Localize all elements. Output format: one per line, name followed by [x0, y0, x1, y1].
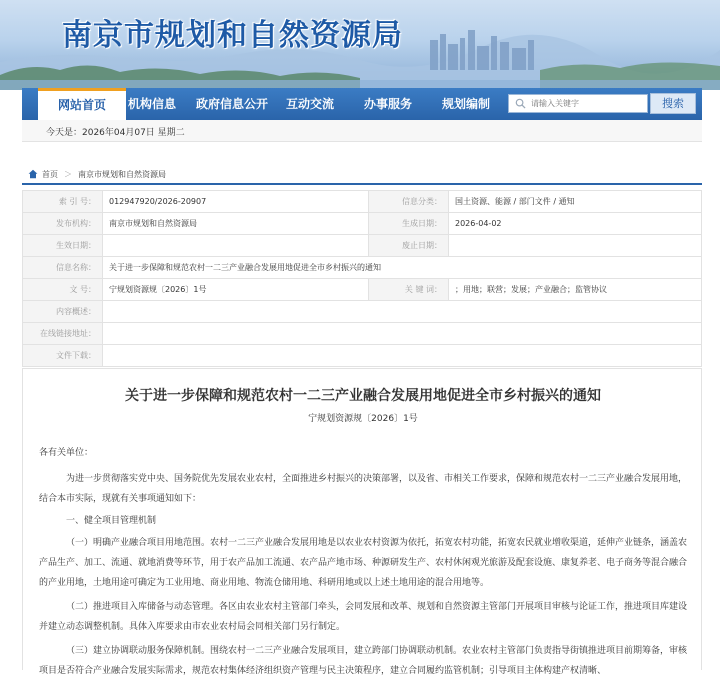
docno-label: 文 号： [23, 279, 103, 301]
keywords-label: 关 键 词： [369, 279, 449, 301]
name-label: 信息名称： [23, 257, 103, 279]
nav-item-services[interactable]: 办事服务 [364, 97, 413, 111]
nav-item-interaction[interactable]: 互动交流 [286, 97, 335, 111]
link-label: 在线链接地址： [23, 323, 103, 345]
article-body [39, 443, 691, 681]
table-row [23, 323, 702, 345]
article-paragraph: （三）建立协调联动服务保障机制。围绕农村一二三产业融合发展项目，建立跨部门协调联动机制。农业农村主管部门负责指导街镇推进项目前期筹备，审核项目是否符合产业融合发展实际需求，规范农村集体经济组织资产管理与民主决策程序，建立合同履约监管机制；引导项目主体构建产权清晰、 [39, 646, 688, 676]
article [22, 368, 702, 676]
site-title: 南京市规划和自然资源局 [62, 18, 403, 53]
summary-label: 内容概述： [23, 301, 103, 323]
table-row [23, 191, 702, 213]
expire-label: 废止日期： [369, 235, 449, 257]
created-value: 2026-04-02 [449, 213, 702, 235]
effective-value [103, 235, 369, 257]
effective-label: 生效日期： [23, 235, 103, 257]
table-row [23, 301, 702, 323]
index-value: 012947920/2026-20907 [103, 191, 369, 213]
breadcrumb-home[interactable]: 首页 [42, 170, 58, 179]
date-bar [22, 120, 702, 142]
expire-value [449, 235, 702, 257]
main-nav [22, 88, 702, 120]
search-button[interactable]: 搜索 [650, 93, 696, 114]
table-row [23, 279, 702, 301]
docno-value: 宁规划资源规〔2026〕1号 [103, 279, 369, 301]
summary-value [103, 301, 702, 323]
article-title: 关于进一步保障和规范农村一二三产业融合发展用地促进全市乡村振兴的通知 [125, 388, 601, 404]
breadcrumb [22, 165, 702, 185]
document-info-table [22, 190, 702, 367]
table-row [23, 257, 702, 279]
attach-value [103, 345, 702, 367]
article-paragraph: （一）明确产业融合项目用地范围。农村一二三产业融合发展用地是以农业农村资源为依托，拓宽农村功能，拓宽农民就业增收渠道，延伸产业链条，涵盖农产品生产、加工、流通、就地消费等环节，用于农产品加工流通、农产品产地市场、种源研发生产、农村休闲观光旅游及配套设施、康复养老、电子商务等混合融合的产业用地，土地用途可确定为工业用地、商业用地、物流仓储用地、科研用地或以上述土地用途的混合用地等。 [39, 538, 688, 588]
site-banner [0, 0, 720, 90]
link-value [103, 323, 702, 345]
category-value: 国土资源、能源 / 部门文件 / 通知 [449, 191, 702, 213]
nav-item-home[interactable]: 网站首页 [38, 88, 126, 120]
article-greeting: 各有关单位： [39, 448, 94, 458]
search-box [508, 94, 648, 113]
issuer-value: 南京市规划和自然资源局 [103, 213, 369, 235]
issuer-label: 发布机构： [23, 213, 103, 235]
breadcrumb-current[interactable]: 南京市规划和自然资源局 [78, 170, 166, 179]
attach-label: 文件下载： [23, 345, 103, 367]
keywords-value: ；用地；联营；发展；产业融合；监管协议 [449, 279, 702, 301]
category-label: 信息分类： [369, 191, 449, 213]
created-label: 生成日期： [369, 213, 449, 235]
table-row [23, 235, 702, 257]
article-docno: 宁规划资源规〔2026〕1号 [308, 414, 418, 424]
index-label: 索 引 号： [23, 191, 103, 213]
article-paragraph: 为进一步贯彻落实党中央、国务院优先发展农业农村，全面推进乡村振兴的决策部署，以及省、市相关工作要求，保障和规范农村一二三产业融合发展用地，结合本市实际，现就有关事项通知如下： [39, 474, 688, 504]
breadcrumb-separator: ＞ [64, 170, 72, 179]
nav-item-gov-disclosure[interactable]: 政府信息公开 [196, 97, 269, 111]
name-value: 关于进一步保障和规范农村一二三产业融合发展用地促进全市乡村振兴的通知 [103, 257, 702, 279]
search-input[interactable] [531, 96, 645, 111]
table-row [23, 345, 702, 367]
article-heading: 一、健全项目管理机制 [66, 516, 157, 526]
nav-item-planning[interactable]: 规划编制 [442, 97, 491, 111]
current-date: 今天是：2026年04月07日 星期二 [46, 128, 185, 138]
home-icon [28, 169, 38, 179]
article-paragraph: （二）推进项目入库储备与动态管理。各区由农业农村主管部门牵头，会同发展和改革、规划和自然资源主管部门开展项目审核与论证工作，推进项目库建设并建立动态调整机制。具体入库要求由市农业农村局会同相关部门另行制定。 [39, 602, 688, 632]
nav-item-org-info[interactable]: 机构信息 [128, 97, 177, 111]
table-row [23, 213, 702, 235]
search-icon [515, 98, 526, 109]
